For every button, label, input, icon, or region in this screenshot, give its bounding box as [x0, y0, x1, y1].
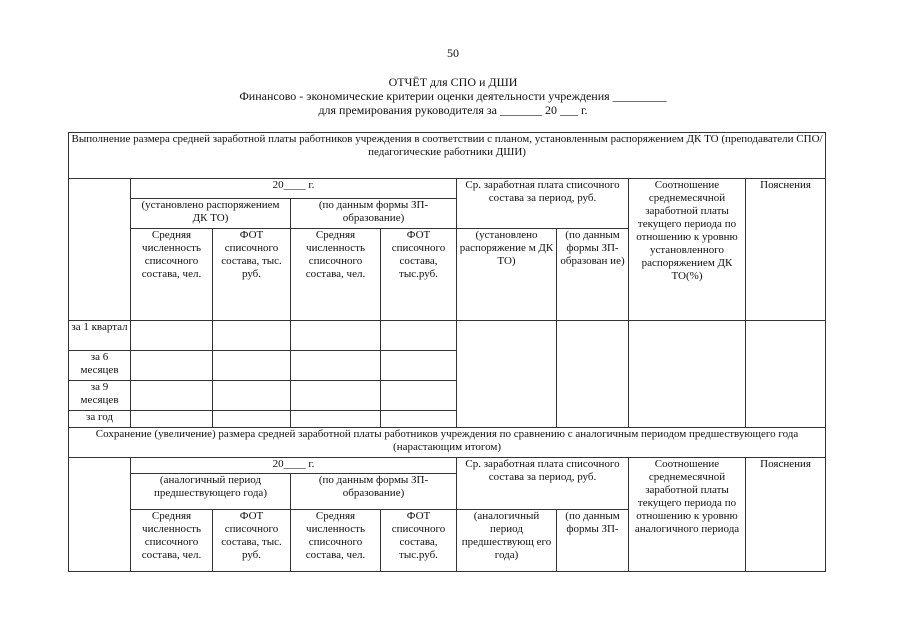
- section1-notes-header: Пояснения: [746, 179, 826, 321]
- section2-sub-form: (по данным формы ЗП-: [557, 510, 629, 572]
- section2-notes-header: Пояснения: [746, 458, 826, 572]
- row-label-year: за год: [69, 411, 131, 428]
- section2-col-fot-b: ФОТ списочного состава, тыс.руб.: [381, 510, 457, 572]
- section2-col-fot-a: ФОТ списочного состава, тыс. руб.: [213, 510, 291, 572]
- data-cell: [381, 381, 457, 411]
- data-cell: [131, 411, 213, 428]
- data-cell: [291, 381, 381, 411]
- page-number: 50: [447, 46, 459, 60]
- data-cell: [213, 381, 291, 411]
- section2-group-prev: (аналогичный период предшествующего года): [131, 474, 291, 510]
- section2-year: 20____ г.: [131, 458, 457, 474]
- data-cell: [746, 321, 826, 428]
- section2-group-form: (по данным формы ЗП-образование): [291, 474, 457, 510]
- section1-ratio-header: Соотношение среднемесячной заработной платы текущего периода по отношению к уровню установленного распоряжением ДК ТО(%): [629, 179, 746, 321]
- section2-title: Сохранение (увеличение) размера средней заработной платы работников учреждения по сравнению с аналогичным периодом предшествующего года (нарастающим итогом): [69, 428, 826, 458]
- row-label-q1: за 1 квартал: [69, 321, 131, 351]
- report-table: [68, 132, 826, 572]
- section1-year: 20____ г.: [131, 179, 457, 199]
- data-cell: [381, 411, 457, 428]
- report-period-line: для премирования руководителя за _______ 20 ___ г.: [318, 103, 588, 117]
- row-label-6m: за 6 месяцев: [69, 351, 131, 381]
- section1-sub-plan: (установлено распоряжение м ДК ТО): [457, 229, 557, 321]
- section2-col-count-a: Средняя численность списочного состава, чел.: [131, 510, 213, 572]
- row-label-header: [69, 458, 131, 572]
- section1-sub-form: (по данным формы ЗП-образован ие): [557, 229, 629, 321]
- section1-group-plan: (установлено распоряжением ДК ТО): [131, 199, 291, 229]
- section1-col-fot-b: ФОТ списочного состава, тыс.руб.: [381, 229, 457, 321]
- data-cell: [213, 351, 291, 381]
- data-cell: [557, 321, 629, 428]
- section1-col-fot-a: ФОТ списочного состава, тыс. руб.: [213, 229, 291, 321]
- row-label-9m: за 9 месяцев: [69, 381, 131, 411]
- data-cell: [131, 381, 213, 411]
- data-cell: [291, 321, 381, 351]
- data-cell: [457, 321, 557, 428]
- section2-col-count-b: Средняя численность списочного состава, чел.: [291, 510, 381, 572]
- data-cell: [629, 321, 746, 428]
- data-cell: [131, 351, 213, 381]
- data-cell: [291, 411, 381, 428]
- data-cell: [213, 411, 291, 428]
- section1-group-form: (по данным формы ЗП-образование): [291, 199, 457, 229]
- section1-avg-salary-header: Ср. заработная плата списочного состава за период, руб.: [457, 179, 629, 229]
- data-cell: [381, 351, 457, 381]
- section1-title: Выполнение размера средней заработной платы работников учреждения в соответствии с планом, установленным распоряжением ДК ТО (преподаватели СПО/педагогические работники ДШИ): [69, 133, 826, 179]
- data-cell: [213, 321, 291, 351]
- section2-sub-prev: (аналогичный период предшествующ его года): [457, 510, 557, 572]
- section2-avg-salary-header: Ср. заработная плата списочного состава за период, руб.: [457, 458, 629, 510]
- row-label-header: [69, 179, 131, 321]
- data-cell: [131, 321, 213, 351]
- section1-col-count-b: Средняя численность списочного состава, чел.: [291, 229, 381, 321]
- section1-col-count-a: Средняя численность списочного состава, чел.: [131, 229, 213, 321]
- data-cell: [381, 321, 457, 351]
- report-title: ОТЧЁТ для СПО и ДШИ: [388, 75, 518, 89]
- data-cell: [291, 351, 381, 381]
- section2-ratio-header: Соотношение среднемесячной заработной платы текущего периода по отношению к уровню аналогичного периода: [629, 458, 746, 572]
- report-subtitle: Финансово - экономические критерии оценки деятельности учреждения _________: [239, 89, 667, 103]
